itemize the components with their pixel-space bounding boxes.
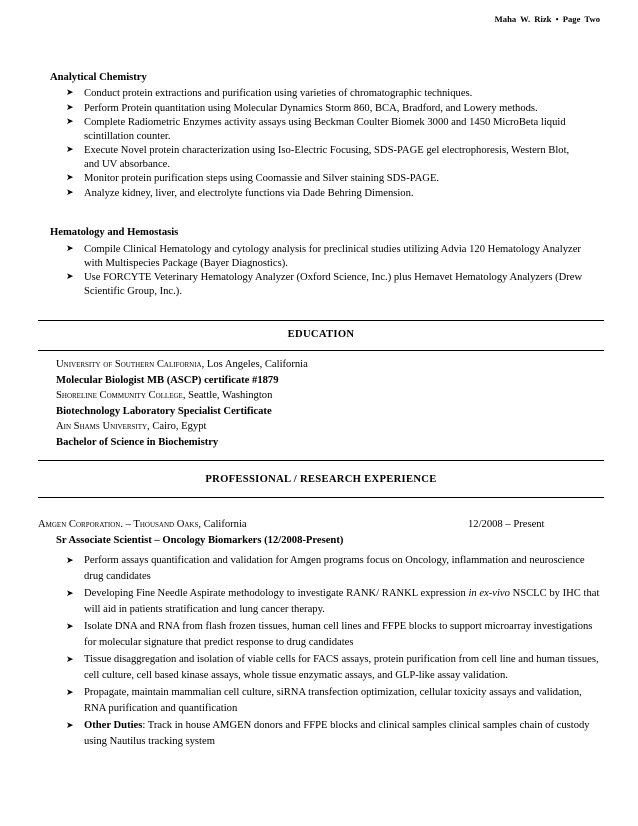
arrow-bullet-icon: ➤ (66, 589, 74, 599)
arrow-bullet-icon: ➤ (66, 655, 74, 665)
credential-line: Bachelor of Science in Biochemistry (56, 436, 219, 448)
employer-line (38, 519, 604, 530)
list-item: ➤ Tissue disaggregation and isolation of viable cells for FACS assays, protein purification from cell line and human tissues, cell culture, cell based kinase assays, whole tissue enzymatic assays, and GLP-like assay validation. (66, 654, 599, 681)
education-banner: EDUCATION (287, 329, 355, 340)
arrow-bullet-icon: ➤ (66, 688, 74, 698)
hematology-heading: Hematology and Hemostasis (50, 227, 179, 238)
arrow-bullet-icon: ➤ (66, 173, 74, 183)
school-line: University of Southern California, Los Angeles, California (56, 359, 308, 370)
arrow-bullet-icon: ➤ (66, 117, 74, 127)
credential-line: Molecular Biologist MB (ASCP) certificate #1879 (56, 374, 279, 386)
list-item: ➤ Execute Novel protein characterization using Iso-Electric Focusing, SDS-PAGE gel electrophoresis, Western Blot, and UV absorbance. (66, 145, 570, 170)
arrow-bullet-icon: ➤ (66, 244, 74, 254)
list-item: ➤ Complete Radiometric Enzymes activity assays using Beckman Coulter Biomek 3000 and 1450 MicroBeta liquid scintillation counter. (66, 117, 566, 142)
school-line: Ain Shams University, Cairo, Egypt (56, 421, 207, 432)
education-top-rule (38, 320, 604, 321)
education-list (56, 357, 308, 450)
experience-list (66, 553, 606, 751)
list-item: ➤ Compile Clinical Hematology and cytology analysis for preclinical studies utilizing Advia 120 Hematology Analyzer with Multispecies Package (Bayer Diagnostics). (66, 244, 581, 269)
list-item: ➤ Analyze kidney, liver, and electrolyte functions via Dade Behring Dimension. (66, 187, 414, 199)
list-item: ➤ Other Duties: Track in house AMGEN donors and FFPE blocks and clinical samples clinical samples chain of custody using Nautilus tracking system (66, 720, 590, 747)
arrow-bullet-icon: ➤ (66, 187, 74, 198)
analytical-chemistry-list (66, 87, 586, 201)
analytical-chemistry-heading: Analytical Chemistry (50, 72, 147, 83)
employer-location: , California (198, 519, 247, 530)
arrow-bullet-icon: ➤ (66, 88, 74, 98)
arrow-bullet-icon: ➤ (66, 145, 74, 155)
list-item: ➤ Conduct protein extractions and purification using varieties of chromatographic techniques. (66, 88, 473, 99)
experience-top-rule (38, 460, 604, 461)
list-item: ➤ Monitor protein purification steps using Coomassie and Silver staining SDS-PAGE. (66, 173, 440, 184)
hematology-list (66, 243, 586, 299)
list-item: ➤ Isolate DNA and RNA from flash frozen tissues, human cell lines and FFPE blocks to support microarray investigations for molecular signature that predict response to drug candidates (66, 621, 593, 648)
running-header: Maha W. Rizk • Page Two (494, 14, 600, 24)
list-item: ➤ Perform Protein quantitation using Molecular Dynamics Storm 860, BCA, Bradford, and Lowery methods. (66, 102, 538, 114)
arrow-bullet-icon: ➤ (66, 721, 74, 731)
experience-bottom-rule (38, 497, 604, 498)
employment-dates: 12/2008 – Present (468, 519, 545, 530)
job-title: Sr Associate Scientist – Oncology Biomarkers (12/2008-Present) (56, 535, 344, 546)
arrow-bullet-icon: ➤ (66, 272, 74, 282)
school-line: Shoreline Community College, Seattle, Washington (56, 390, 273, 401)
arrow-bullet-icon: ➤ (66, 622, 74, 632)
experience-banner: PROFESSIONAL / RESEARCH EXPERIENCE (205, 474, 437, 485)
list-item: ➤ Perform assays quantification and validation for Amgen programs focus on Oncology, inflammation and neuroscience drug candidates (66, 555, 585, 582)
other-duties-label: Other Duties (84, 720, 143, 731)
arrow-bullet-icon: ➤ (66, 102, 74, 113)
education-bottom-rule (38, 350, 604, 351)
list-item: ➤ Use FORCYTE Veterinary Hematology Analyzer (Oxford Science, Inc.) plus Hemavet Hematology Analyzers (Drew Scientific Group, Inc.). (66, 272, 583, 297)
list-item: ➤ Propagate, maintain mammalian cell culture, siRNA transfection optimization, cellular toxicity assays and validation, RNA purification and quantification (66, 687, 582, 714)
credential-line: Biotechnology Laboratory Specialist Certificate (56, 405, 272, 417)
employer-name: Amgen Corporation. – Thousand Oaks (38, 519, 199, 530)
arrow-bullet-icon: ➤ (66, 556, 74, 566)
list-item: ➤ Developing Fine Needle Aspirate methodology to investigate RANK/ RANKL expression in ex-vivo NSCLC by IHC that will aid in patients stratification and lung cancer therapy. (66, 588, 600, 615)
